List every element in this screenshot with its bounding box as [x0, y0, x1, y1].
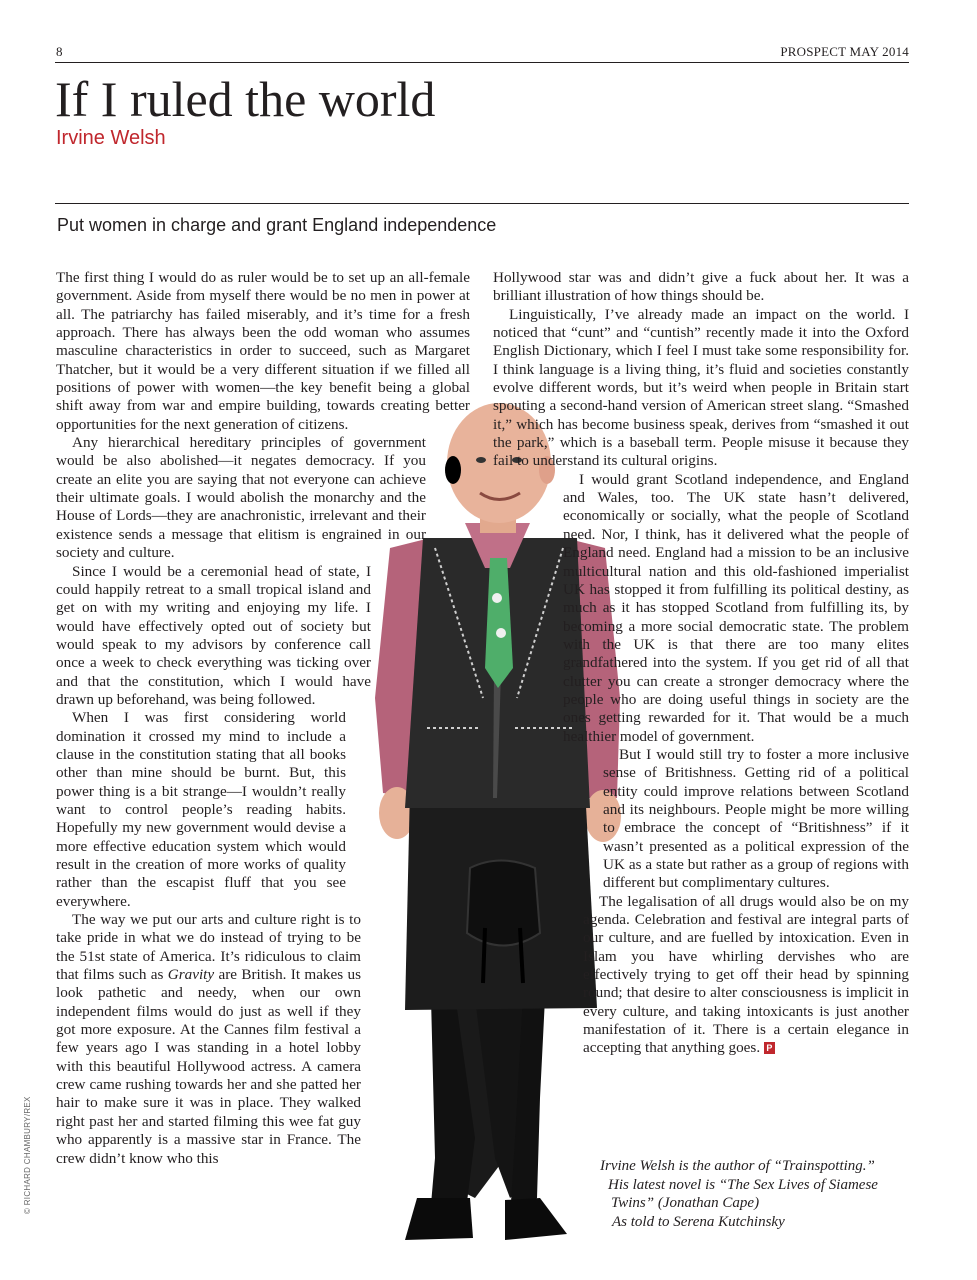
paragraph: The first thing I would do as ruler would be to set up an all-female government. Aside from myself there would be no men in power at all. The patriarchy has failed miserably, and it’s time for a fresh approach. There has always been the odd woman who assumes masculine characteristics in order to succeed, such as Margaret Thatcher, but it would be a very different situation if we filled all positions of power with women—the key benefit being a global shift away from war and empire building, towards creating better opportunities for the next generation of citizens. [56, 269, 470, 433]
author-bio [600, 1157, 910, 1231]
header-rule [55, 62, 909, 63]
end-mark: P [764, 1042, 775, 1054]
paragraph: Hollywood star was and didn’t give a fuck about her. It was a brilliant illustration of how things should be. [493, 269, 909, 305]
paragraph-text: are British. It makes us look pathetic and needy, when our own independent films would do just as well if they got more exposure. At the Cannes film festival a few years ago I was standing in a hotel lobby with this beautiful Hollywood actress. A camera crew came rushing towards her and she patted her hair to make sure it was in place. They walked right past her and started filming this wee fat guy who apparently is a massive star in France. The crew didn’t know who this [56, 966, 361, 1167]
paragraph: Any hierarchical hereditary principles of government would be also abolished—it negates democracy. If you create an elite you are saying that not everyone can achieve their ultimate goals. I would abolish the monarchy and the House of Lords—they are anachronistic, irrelevant and their existence sends a message that elitism is engrained in our society and culture. [56, 434, 426, 562]
paragraph: Linguistically, I’ve already made an impact on the world. I noticed that “cunt” and “cuntish” recently made it into the Oxford English Dictionary, which I feel I must take some responsibility for. I think language is a living thing, it’s fluid and societies constantly evolve different words, but it’s weird when people in Britain start spouting a second-hand version of American street slang. “Smashed it,” which has become business speak, derives from “smashed it out the park,” which is a baseball term. People misuse it because they fail to understand its cultural origins. [493, 305, 909, 470]
standfirst-rule [55, 203, 909, 204]
paragraph [56, 911, 361, 1168]
bio-line: As told to Serena Kutchinsky [612, 1213, 785, 1230]
issue-label: PROSPECT MAY 2014 [780, 44, 909, 59]
paragraph-text: The legalisation of all drugs would also be on my agenda. Celebration and festival are integral parts of our culture, and are fuelled by intoxication. Even in Islam you have whirling dervishes who are effectively trying to get off their head by spinning round; that desire to alter consciousness is implicit in every culture, and taking intoxicants is just another manifestation of it. There is a certain elegance in accepting that anything goes. [583, 892, 909, 1057]
bio-line: His latest novel is “The Sex Lives of Siamese [608, 1176, 878, 1193]
paragraph-text: The way we put our arts and culture right is to take pride in what we do instead of trying to be the 51st state of America. It’s ridiculous to claim that films such as [56, 911, 361, 984]
left-column [56, 269, 470, 1168]
standfirst: Put women in charge and grant England independence [57, 215, 497, 235]
bio-line: Twins” (Jonathan Cape) [611, 1195, 760, 1211]
paragraph: When I was first considering world domination it crossed my mind to include a clause in the constitution stating that all books other than mine should be burnt. But, this power thing is a bit strange—I wouldn’t really want to control people’s reading habits. Hopefully my new government would devise a more effective education system which would result in the creation of more works of quality rather than the escapist fluff that you see everywhere. [56, 709, 346, 910]
photo-credit: © RICHARD CHAMBURY/REX [23, 1096, 32, 1214]
film-title: Gravity [167, 966, 215, 984]
paragraph: I would grant Scotland independence, and England and Wales, too. The UK state hasn’t delivered, economically or socially, what the people of Scotland need. Nor, I think, has it delivered what the people of England need. England had a mission to be an inclusive multicultural nation and this old-fashioned imperialist UK has stopped it from fulfilling its political destiny, as much as it has stopped Scotland from fulfilling its, by becoming a more social democratic state. The problem with the UK is that there are too many elites grandfathered into the system. If you get rid of all that clutter you can create a stronger democracy where the people who are doing useful things in society are the ones getting rewarded for it. That would be a much healthier model of government. [563, 470, 909, 745]
article-author: Irvine Welsh [56, 127, 166, 149]
paragraph: Since I would be a ceremonial head of state, I could happily retreat to a small tropical island and get on with my writing and enjoying my life. I would have effectively opted out of society but would speak to my advisors by conference call once a week to check everything was ticking over and that the constitution, which I would have drawn up beforehand, was being followed. [56, 562, 371, 708]
page-number: 8 [56, 44, 63, 59]
bio-line: Irvine Welsh is the author of “Trainspotting.” [600, 1158, 875, 1174]
paragraph: But I would still try to foster a more inclusive sense of Britishness. Getting rid of a political entity could improve relations between Scotland and its neighbours. People might be more willing to embrace the concept of “Britishness” if it wasn’t presented as a political expression of the UK as a state but rather as a group of regions with different but complimentary cultures. [603, 745, 909, 892]
article-title: If I ruled the world [55, 71, 436, 127]
right-column [493, 269, 909, 1058]
paragraph [583, 893, 909, 1058]
